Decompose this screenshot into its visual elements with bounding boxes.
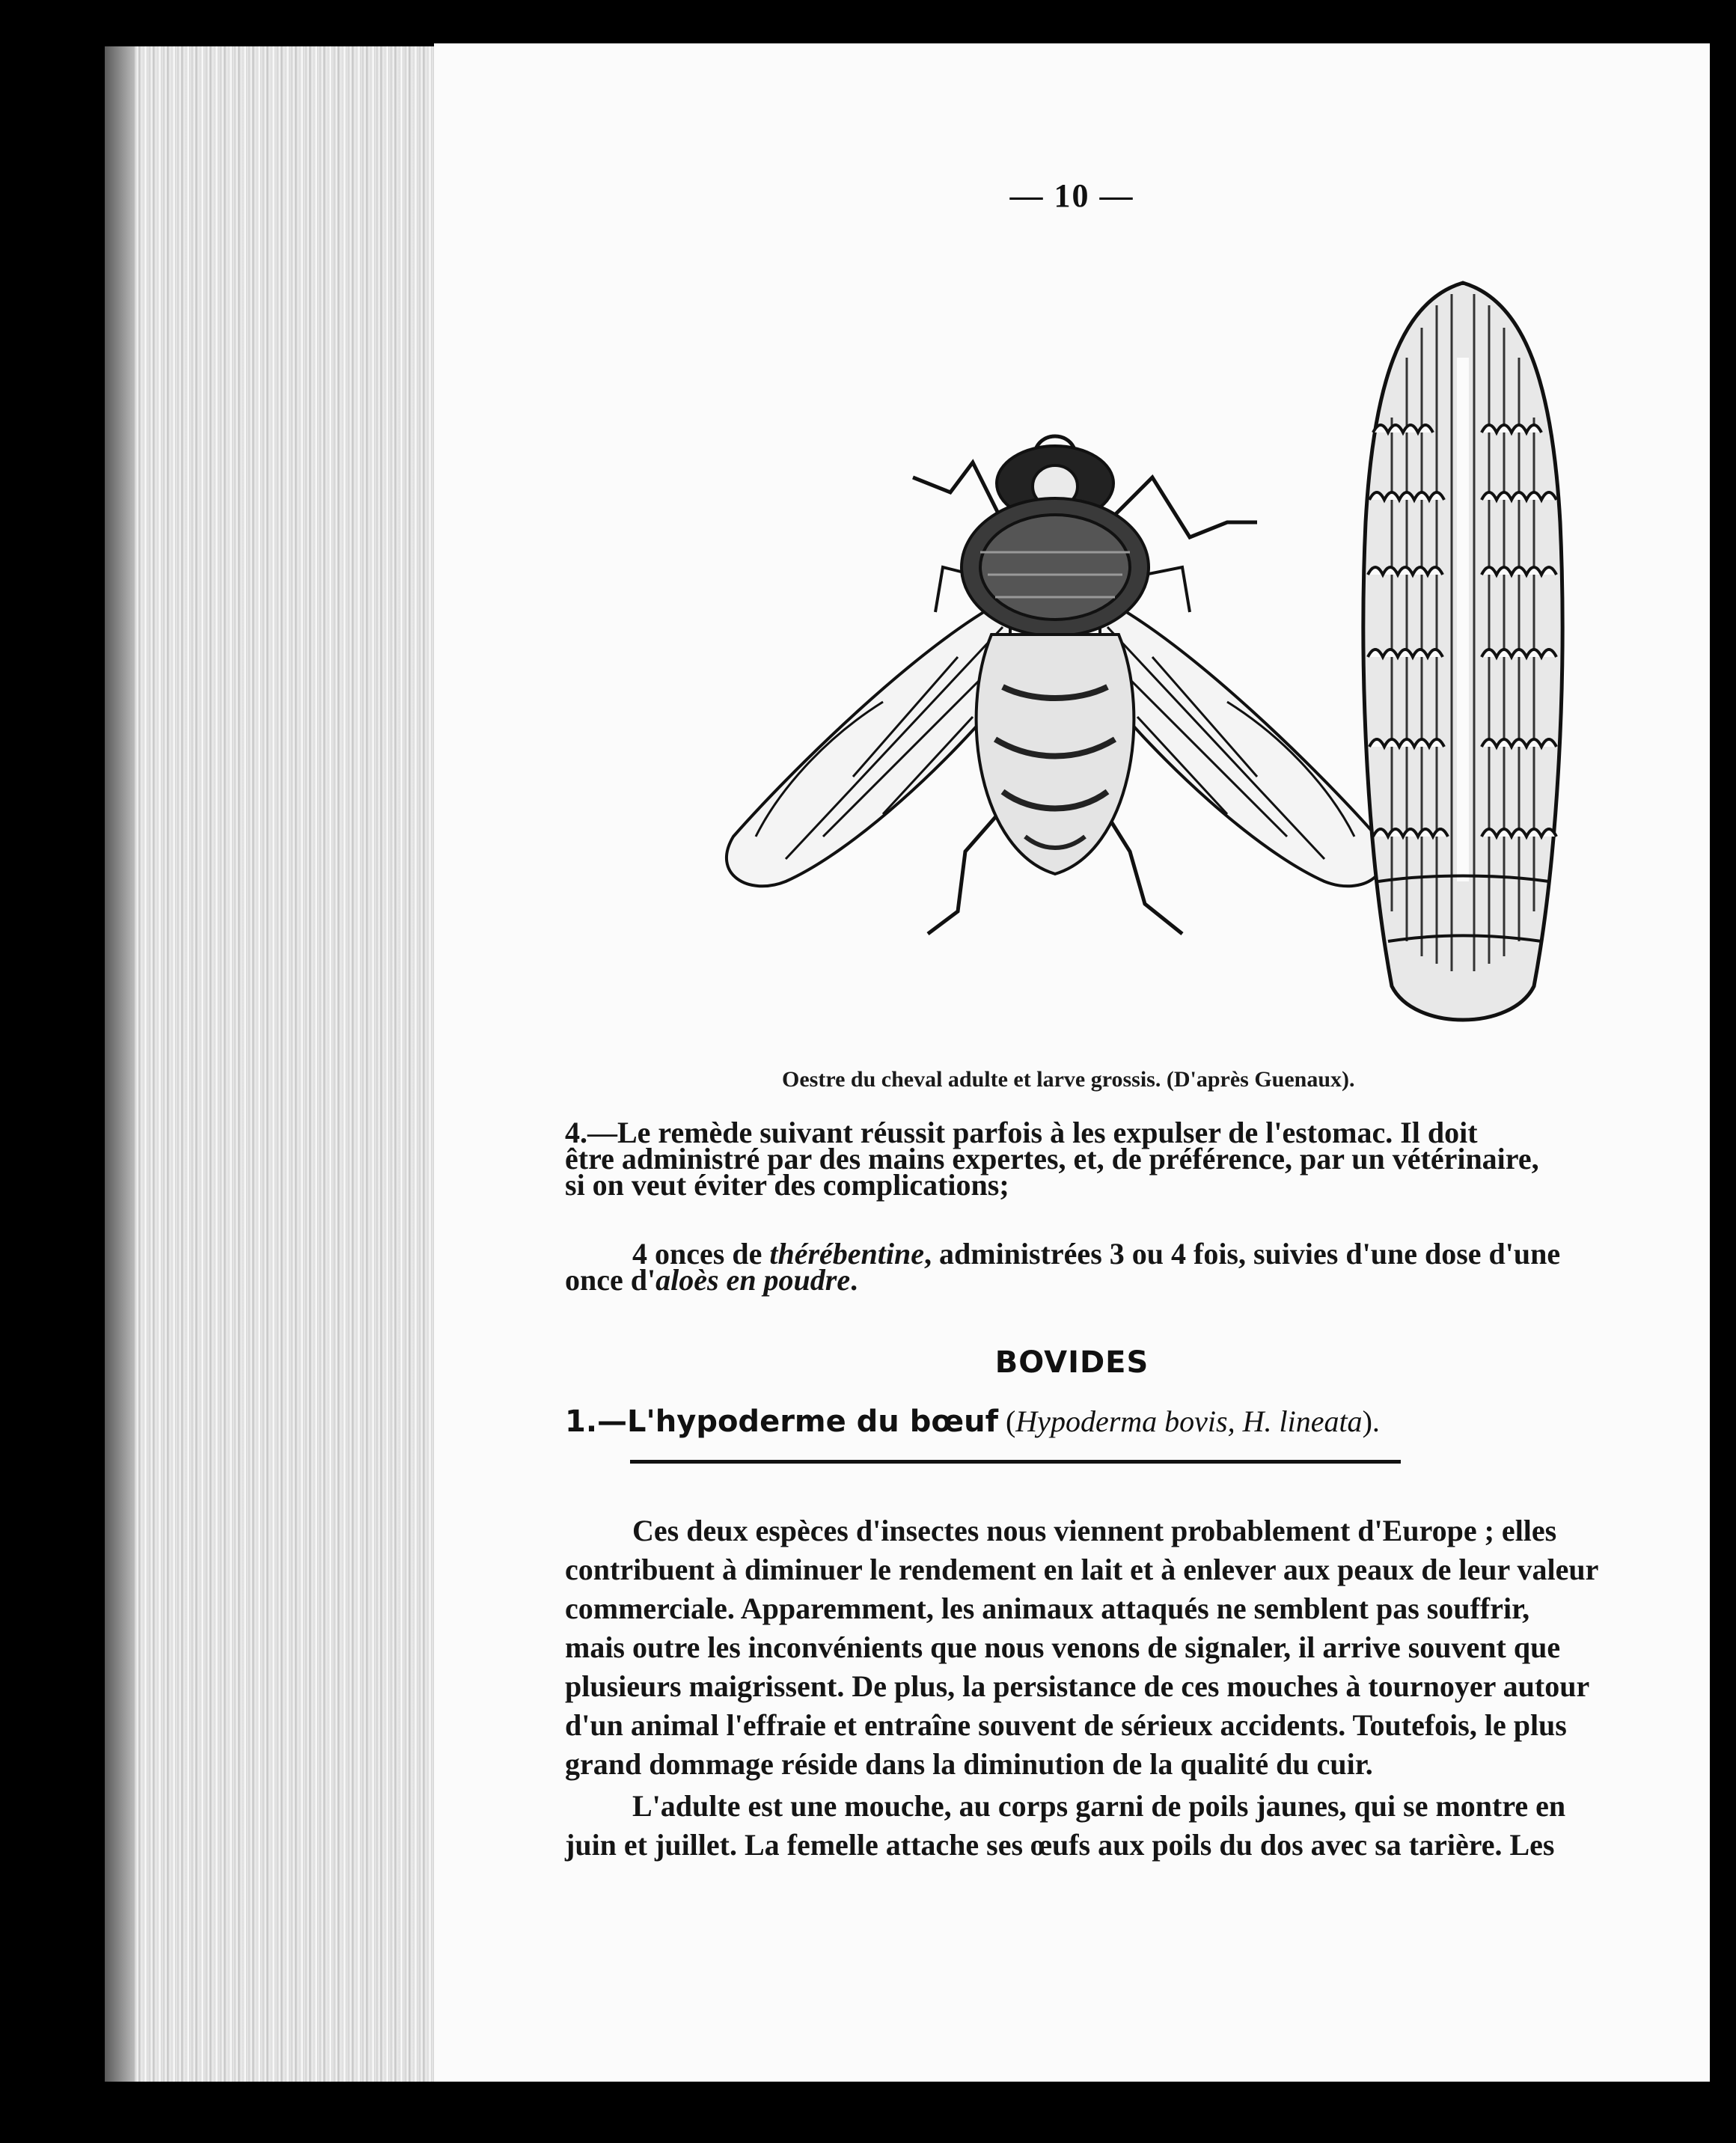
subheading-latin-name: Hypoderma bovis, H. lineata [1015,1404,1363,1438]
botfly-larva-icon [1363,283,1562,1020]
text-line: mais outre les inconvénients que nous venons de signaler, il arrive souvent que [565,1630,1561,1664]
text-line: d'un animal l'effraie et entraîne souvent de sérieux accidents. Toutefois, le plus [565,1708,1567,1742]
italic-term: thérébentine [769,1237,924,1271]
text-line: L'adulte est une mouche, au corps garni de poils jaunes, qui se montre en [632,1789,1566,1823]
figure-caption: Oestre du cheval adulte et larve grossis. (D'après Guenaux). [782,1067,1355,1092]
section-heading: BOVIDES [994,1345,1149,1380]
subheading-paren: ). [1362,1404,1380,1438]
binding-shadow [105,46,135,2082]
text-line: si on veut éviter des complications; [565,1168,1009,1202]
subheading [565,1404,1380,1439]
text-line: juin et juillet. La femelle attache ses œufs aux poils du dos avec sa tarière. Les [565,1828,1555,1862]
page-number: — 10 — [1009,177,1134,214]
text-line: commerciale. Apparemment, les animaux attaqués ne semblent pas souffrir, [565,1592,1530,1625]
subheading-number: 1.— [565,1404,628,1439]
text-span: . [850,1263,858,1297]
paragraph-hypoderma [565,1511,1665,1784]
subheading-underline [630,1460,1401,1464]
text-line [565,1263,1665,1297]
subheading-common-name: L'hypoderme du bœuf [627,1404,998,1439]
book-page [434,43,1710,2082]
italic-term: aloès en poudre [655,1263,851,1297]
page-edge-stack [105,46,434,2082]
text-line: grand dommage réside dans la diminution de la qualité du cuir. [565,1747,1373,1781]
text-span: once d' [565,1263,656,1297]
paragraph-adult [565,1787,1665,1865]
text-line: être administré par des mains expertes, et, de préférence, par un vétérinaire, [565,1142,1539,1176]
botfly-illustration [434,43,1710,1061]
paragraph-remedy [565,1116,1665,1202]
text-line: 4.—Le remède suivant réussit parfois à les expulser de l'estomac. Il doit [565,1116,1478,1149]
text-line: Ces deux espèces d'insectes nous viennent probablement d'Europe ; elles [632,1514,1557,1547]
paragraph-dosage [565,1237,1665,1297]
text-span: 4 onces de [632,1237,770,1271]
subheading-paren: ( [997,1404,1016,1438]
text-line: contribuent à diminuer le rendement en lait et à enlever aux peaux de leur valeur [565,1553,1599,1586]
text-span: , administrées 3 ou 4 fois, suivies d'une dose d'une [924,1237,1561,1271]
botfly-adult-icon [727,436,1384,934]
text-line: plusieurs maigrissent. De plus, la persistance de ces mouches à tournoyer autour [565,1669,1590,1703]
